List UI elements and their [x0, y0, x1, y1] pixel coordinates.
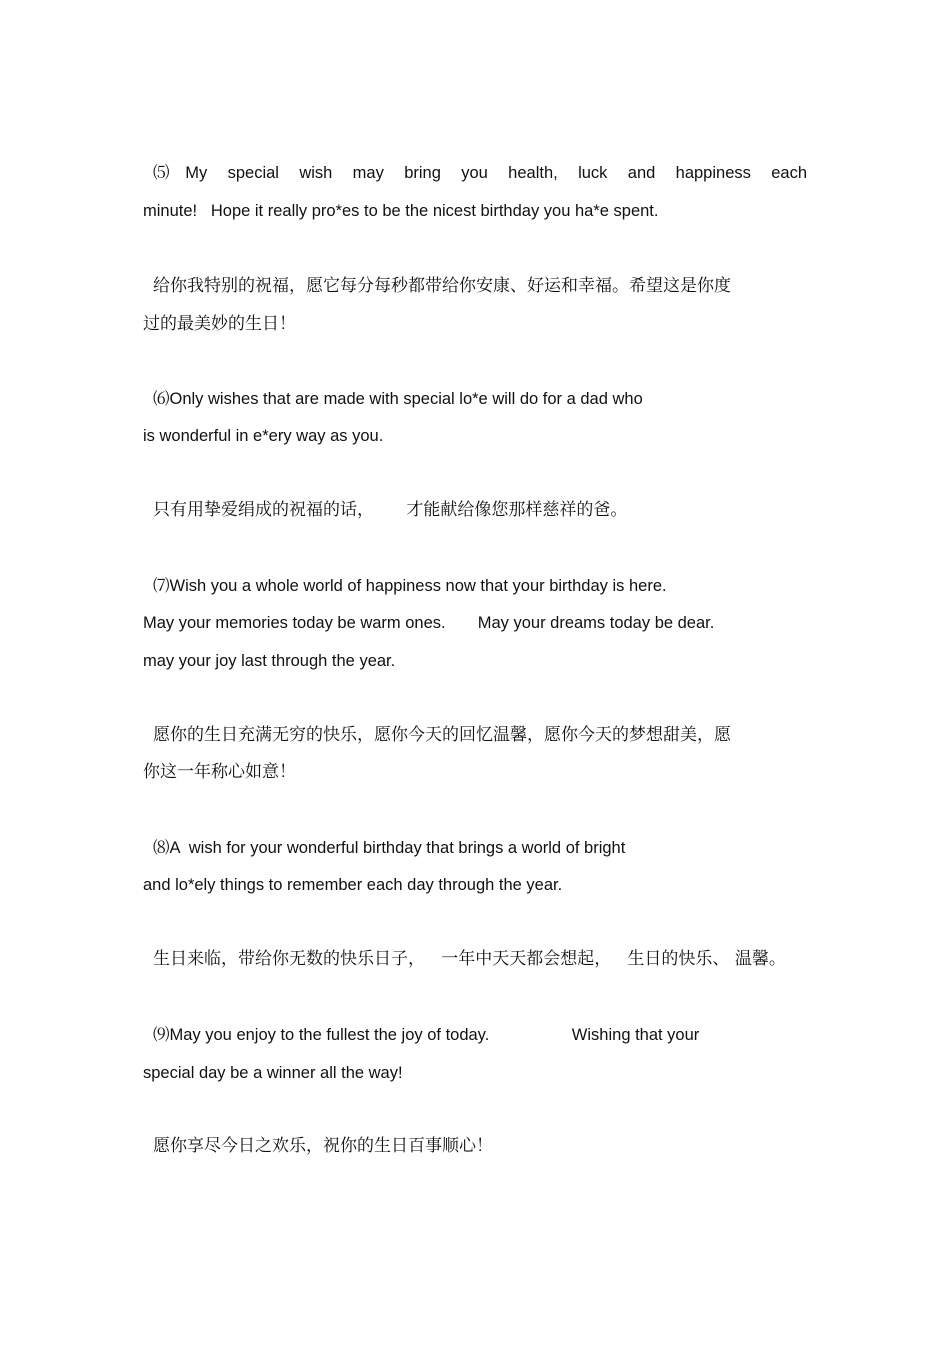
paragraph-6-english-line-1: ⑹Only wishes that are made with special lo*e will do for a dad who — [153, 390, 643, 408]
paragraph-8-english-line-2: and lo*ely things to remember each day through the year. — [143, 876, 563, 894]
paragraph-6-chinese-line-1: 只有用挚爱绢成的祝福的话， 才能献给像您那样慈祥的爸。 — [153, 500, 628, 520]
paragraph-5-english-line-1: ⑸My special wish may bring you health, luck and happiness each — [153, 164, 807, 182]
paragraph-8-chinese-line-1: 生日来临，带给你无数的快乐日子， 一年中天天都会想起， 生日的快乐、 温馨。 — [153, 949, 786, 969]
paragraph-8-english-line-1: ⑻A wish for your wonderful birthday that brings a world of bright — [153, 839, 626, 857]
paragraph-7-english-line-1: ⑺Wish you a whole world of happiness now that your birthday is here. — [153, 577, 667, 595]
paragraph-9-english-line-1: ⑼May you enjoy to the fullest the joy of today. Wishing that your — [153, 1026, 700, 1044]
paragraph-7-chinese-line-2: 你这一年称心如意！ — [143, 762, 296, 782]
paragraph-7-english-line-3: may your joy last through the year. — [143, 652, 396, 670]
paragraph-7-english-line-2: May your memories today be warm ones. May your dreams today be dear. — [143, 614, 715, 632]
paragraph-9-english-line-2: special day be a winner all the way! — [143, 1064, 403, 1082]
paragraph-6-english-line-2: is wonderful in e*ery way as you. — [143, 427, 384, 445]
paragraph-5-chinese-line-1: 给你我特别的祝福，愿它每分每秒都带给你安康、好运和幸福。希望这是你度 — [153, 276, 731, 296]
paragraph-5-english-line-2: minute! Hope it really pro*es to be the nicest birthday you ha*e spent. — [143, 202, 659, 220]
paragraph-7-chinese-line-1: 愿你的生日充满无穷的快乐，愿你今天的回忆温馨，愿你今天的梦想甜美，愿 — [153, 725, 731, 745]
paragraph-5-chinese-line-2: 过的最美妙的生日！ — [143, 314, 296, 334]
paragraph-9-chinese-line-1: 愿你享尽今日之欢乐，祝你的生日百事顺心！ — [153, 1136, 493, 1156]
